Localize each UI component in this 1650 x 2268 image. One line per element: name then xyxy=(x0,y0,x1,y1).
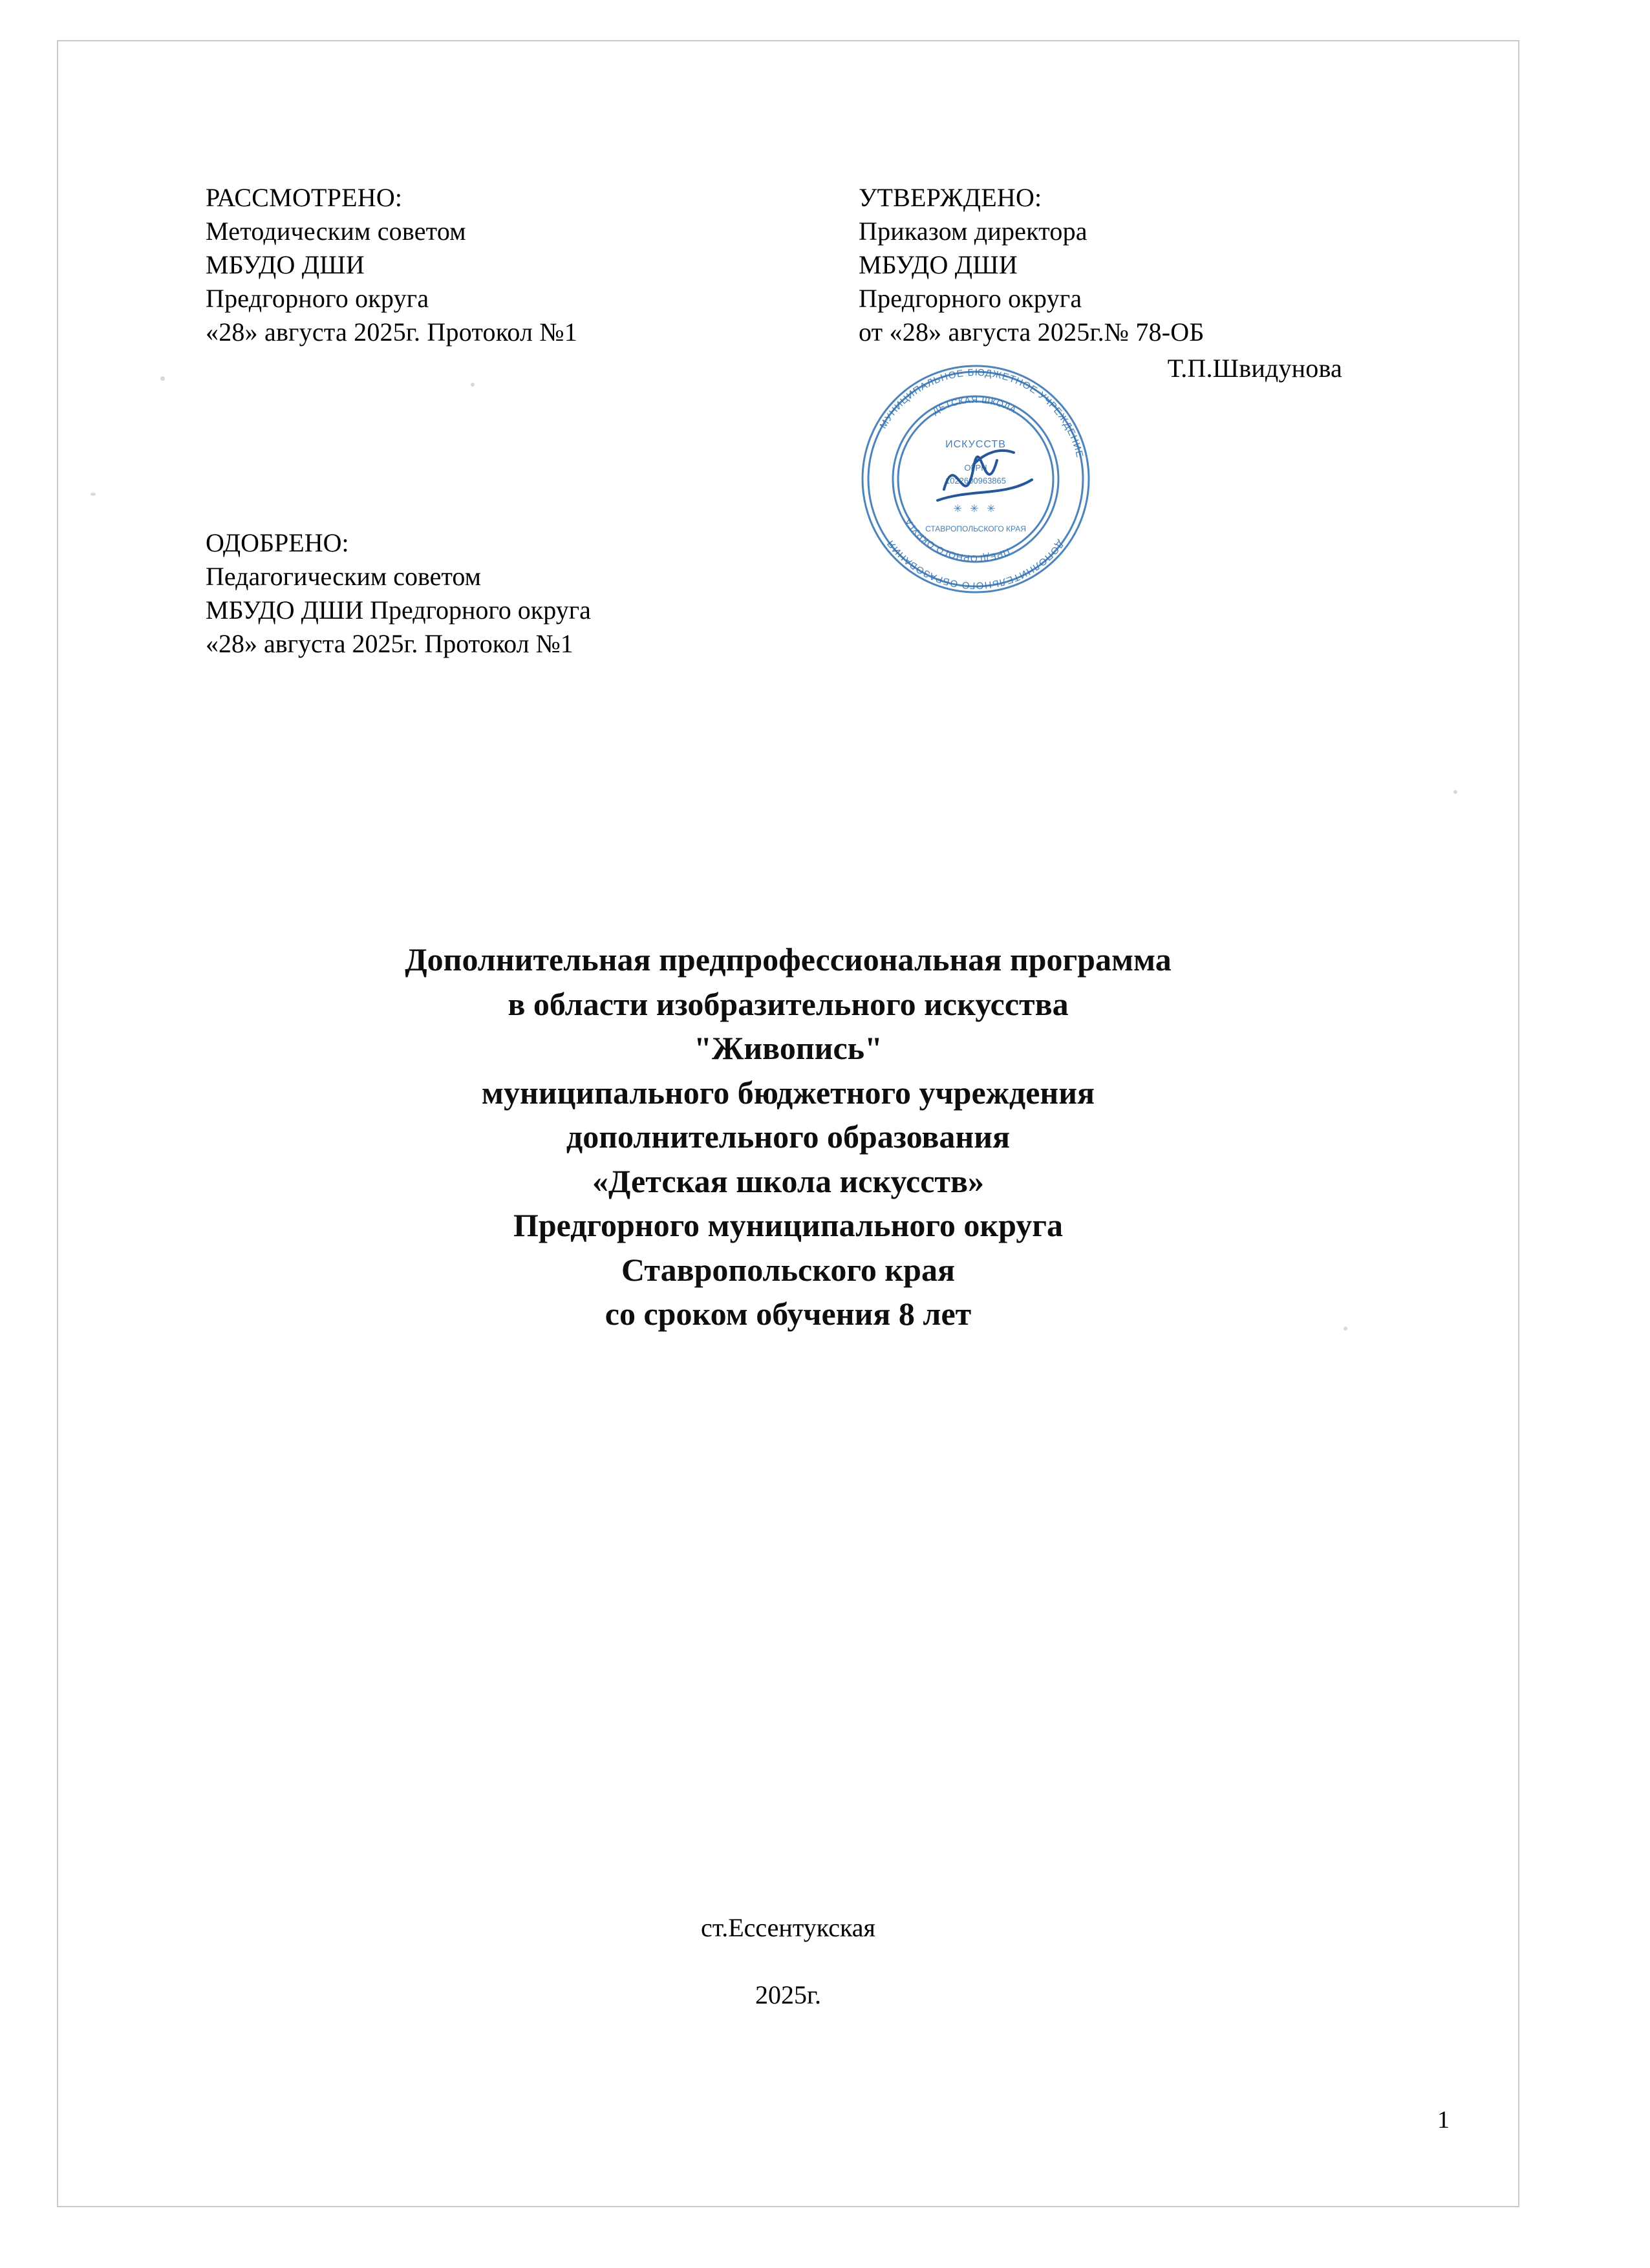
approval-right-line-4: Предгорного округа xyxy=(859,284,1082,313)
approval-left-line-3: МБУДО ДШИ xyxy=(206,250,365,279)
approval-right-line-3: МБУДО ДШИ xyxy=(859,250,1018,279)
director-signature-name: Т.П.Швидунова xyxy=(1167,354,1342,383)
title-line-3: "Живопись" xyxy=(694,1030,883,1066)
endorsed-line-2: Педагогическим советом xyxy=(206,562,481,591)
page-content xyxy=(57,40,1519,2207)
svg-text:СТАВРОПОЛЬСКОГО КРАЯ: СТАВРОПОЛЬСКОГО КРАЯ xyxy=(925,524,1026,533)
svg-text:ПРЕДГОРНОГО ОКРУГА: ПРЕДГОРНОГО ОКРУГА xyxy=(902,516,1012,564)
scan-speck xyxy=(91,493,96,496)
title-line-9: со сроком обучения 8 лет xyxy=(605,1296,972,1332)
scan-speck xyxy=(1453,790,1457,794)
approval-right-line-5: от «28» августа 2025г.№ 78-ОБ xyxy=(859,317,1205,347)
approval-right-column xyxy=(859,181,1415,385)
title-line-1: Дополнительная предпрофессиональная программа xyxy=(405,941,1172,978)
svg-text:ДЕТСКАЯ ШКОЛА: ДЕТСКАЯ ШКОЛА xyxy=(930,394,1019,416)
title-line-6: «Детская школа искусств» xyxy=(592,1162,984,1199)
approval-left-line-4: Предгорного округа xyxy=(206,284,429,313)
endorsed-line-3: МБУДО ДШИ Предгорного округа xyxy=(206,595,591,625)
svg-text:1022600963865: 1022600963865 xyxy=(945,476,1006,486)
svg-text:ДОПОЛНИТЕЛЬНОГО ОБРАЗОВАНИЯ: ДОПОЛНИТЕЛЬНОГО ОБРАЗОВАНИЯ xyxy=(884,537,1066,592)
title-line-5: дополнительного образования xyxy=(566,1118,1011,1155)
approval-header xyxy=(206,181,1415,385)
approval-left-line-2: Методическим советом xyxy=(206,217,466,246)
svg-text:ОГРН: ОГРН xyxy=(964,463,987,473)
official-stamp xyxy=(847,350,1104,609)
approval-right-line-2: Приказом директора xyxy=(859,217,1088,246)
title-line-7: Предгорного муниципального округа xyxy=(513,1207,1064,1243)
approval-left-column xyxy=(206,181,859,385)
svg-text:ИСКУССТВ: ИСКУССТВ xyxy=(945,439,1006,450)
svg-text:✳ ✳ ✳: ✳ ✳ ✳ xyxy=(953,504,998,515)
title-line-4: муниципального бюджетного учреждения xyxy=(481,1074,1095,1111)
title-line-2: в области изобразительного искусства xyxy=(508,985,1069,1022)
approval-left-line-5: «28» августа 2025г. Протокол №1 xyxy=(206,317,577,347)
scan-speck xyxy=(160,376,165,381)
title-line-8: Ставропольского края xyxy=(621,1251,956,1288)
endorsed-block xyxy=(206,526,591,661)
endorsed-line-4: «28» августа 2025г. Протокол №1 xyxy=(206,629,573,658)
year-label: 2025г. xyxy=(755,1980,821,2009)
document-title xyxy=(57,937,1519,1336)
endorsed-line-1: ОДОБРЕНО: xyxy=(206,528,349,557)
place-name: ст.Ессентукская xyxy=(701,1913,875,1942)
page-number: 1 xyxy=(1437,2106,1450,2134)
approval-left-line-1: РАССМОТРЕНО: xyxy=(206,183,403,212)
svg-text:МУНИЦИПАЛЬНОЕ БЮДЖЕТНОЕ УЧРЕЖД: МУНИЦИПАЛЬНОЕ БЮДЖЕТНОЕ УЧРЕЖДЕНИЕ xyxy=(877,367,1086,460)
approval-right-line-1: УТВЕРЖДЕНО: xyxy=(859,183,1042,212)
